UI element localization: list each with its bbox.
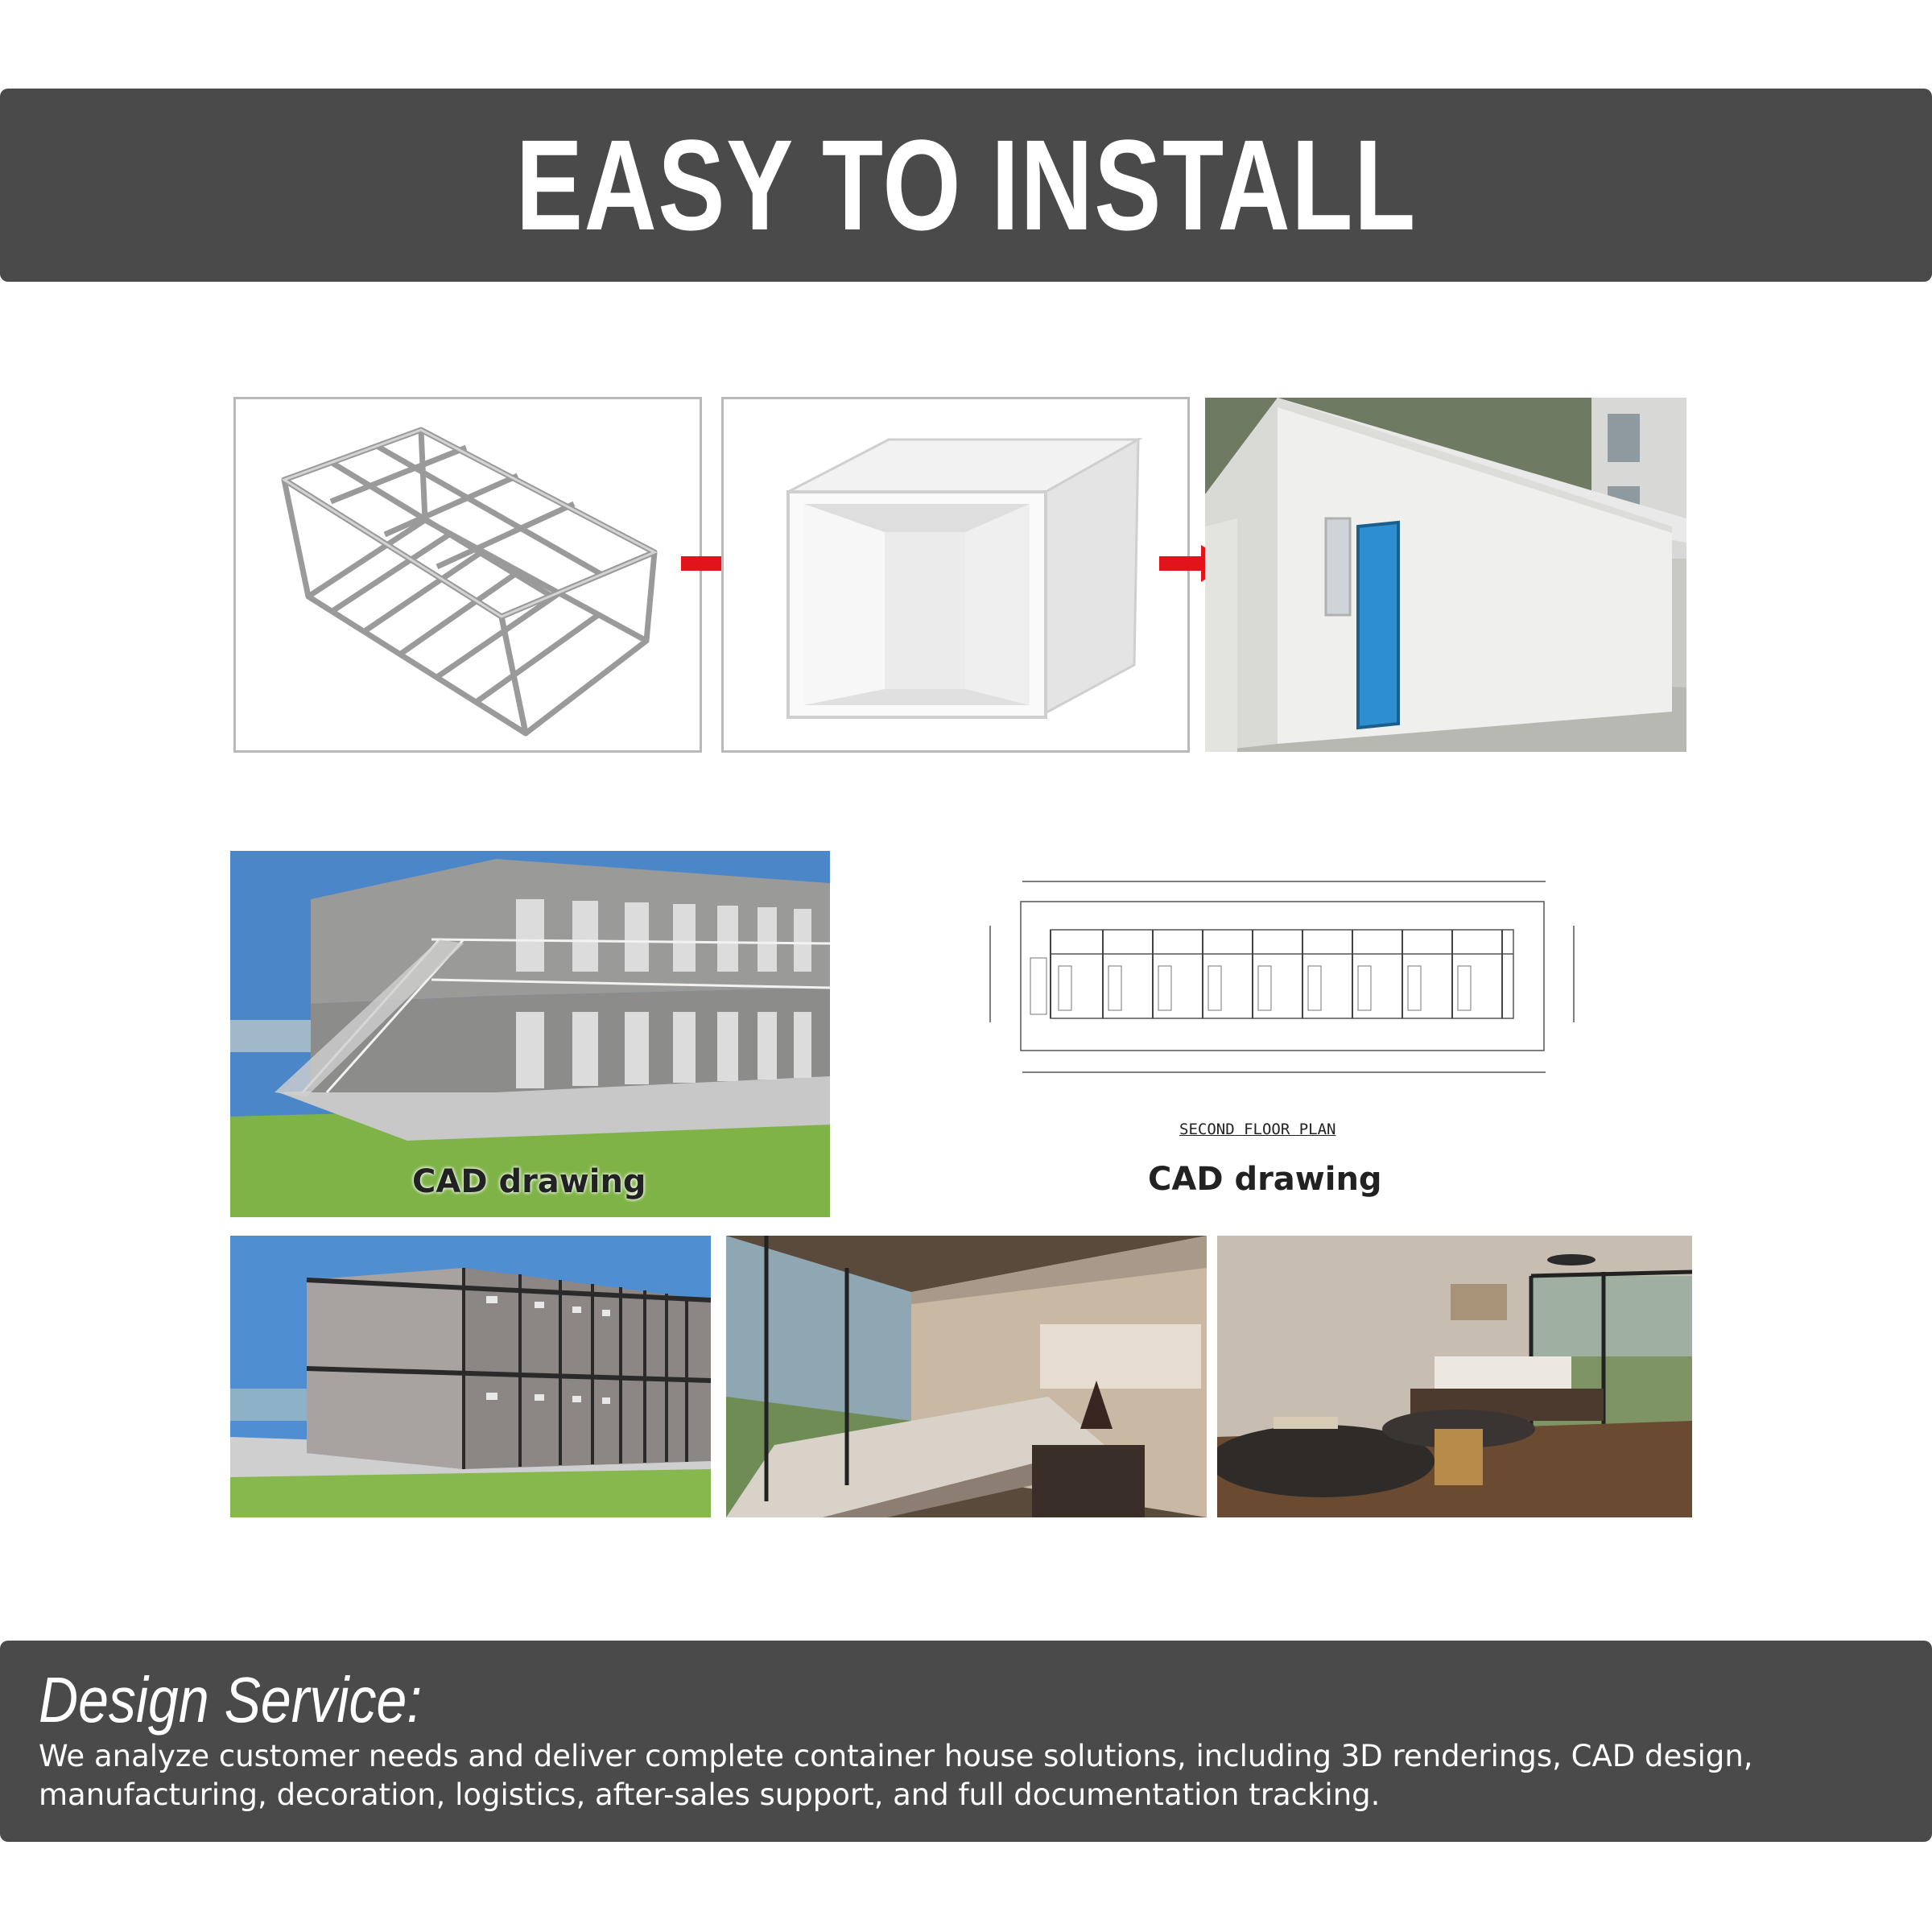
step-frame-panel	[233, 397, 702, 753]
bedroom-interior-icon	[726, 1236, 1207, 1517]
header-banner	[0, 89, 1932, 282]
cad-floor-plan	[966, 861, 1594, 1216]
floor-plan-title: SECOND FLOOR PLAN	[1179, 1121, 1336, 1138]
design-service-title: Design Service:	[39, 1664, 423, 1736]
steel-frame-icon	[236, 399, 700, 750]
step-shell-panel	[721, 397, 1190, 753]
rendering-bedroom	[726, 1236, 1207, 1517]
design-service-description: We analyze customer needs and deliver complete container house solutions, including 3D renderings, CAD design, manufacturing, decoration, logistics, after-sales support, and full documentation tracking.	[39, 1739, 1753, 1812]
living-room-interior-icon	[1217, 1236, 1692, 1517]
rendering-caption: CAD drawing	[412, 1163, 646, 1200]
container-building-rendering-icon	[230, 851, 830, 1217]
page-title: EASY TO INSTALL	[515, 113, 1417, 257]
floor-plan-caption: CAD drawing	[1148, 1161, 1382, 1198]
rendering-two-storey-stairs	[230, 851, 830, 1217]
rendering-two-storey-side	[230, 1236, 711, 1517]
finished-container-house-icon	[1205, 398, 1686, 752]
container-shell-icon	[724, 399, 1187, 750]
step-finished-house-panel	[1205, 398, 1686, 752]
floor-plan-drawing-icon	[966, 861, 1594, 1103]
design-service-banner	[0, 1641, 1932, 1842]
rendering-living-room	[1217, 1236, 1692, 1517]
container-block-rendering-icon	[230, 1236, 711, 1517]
